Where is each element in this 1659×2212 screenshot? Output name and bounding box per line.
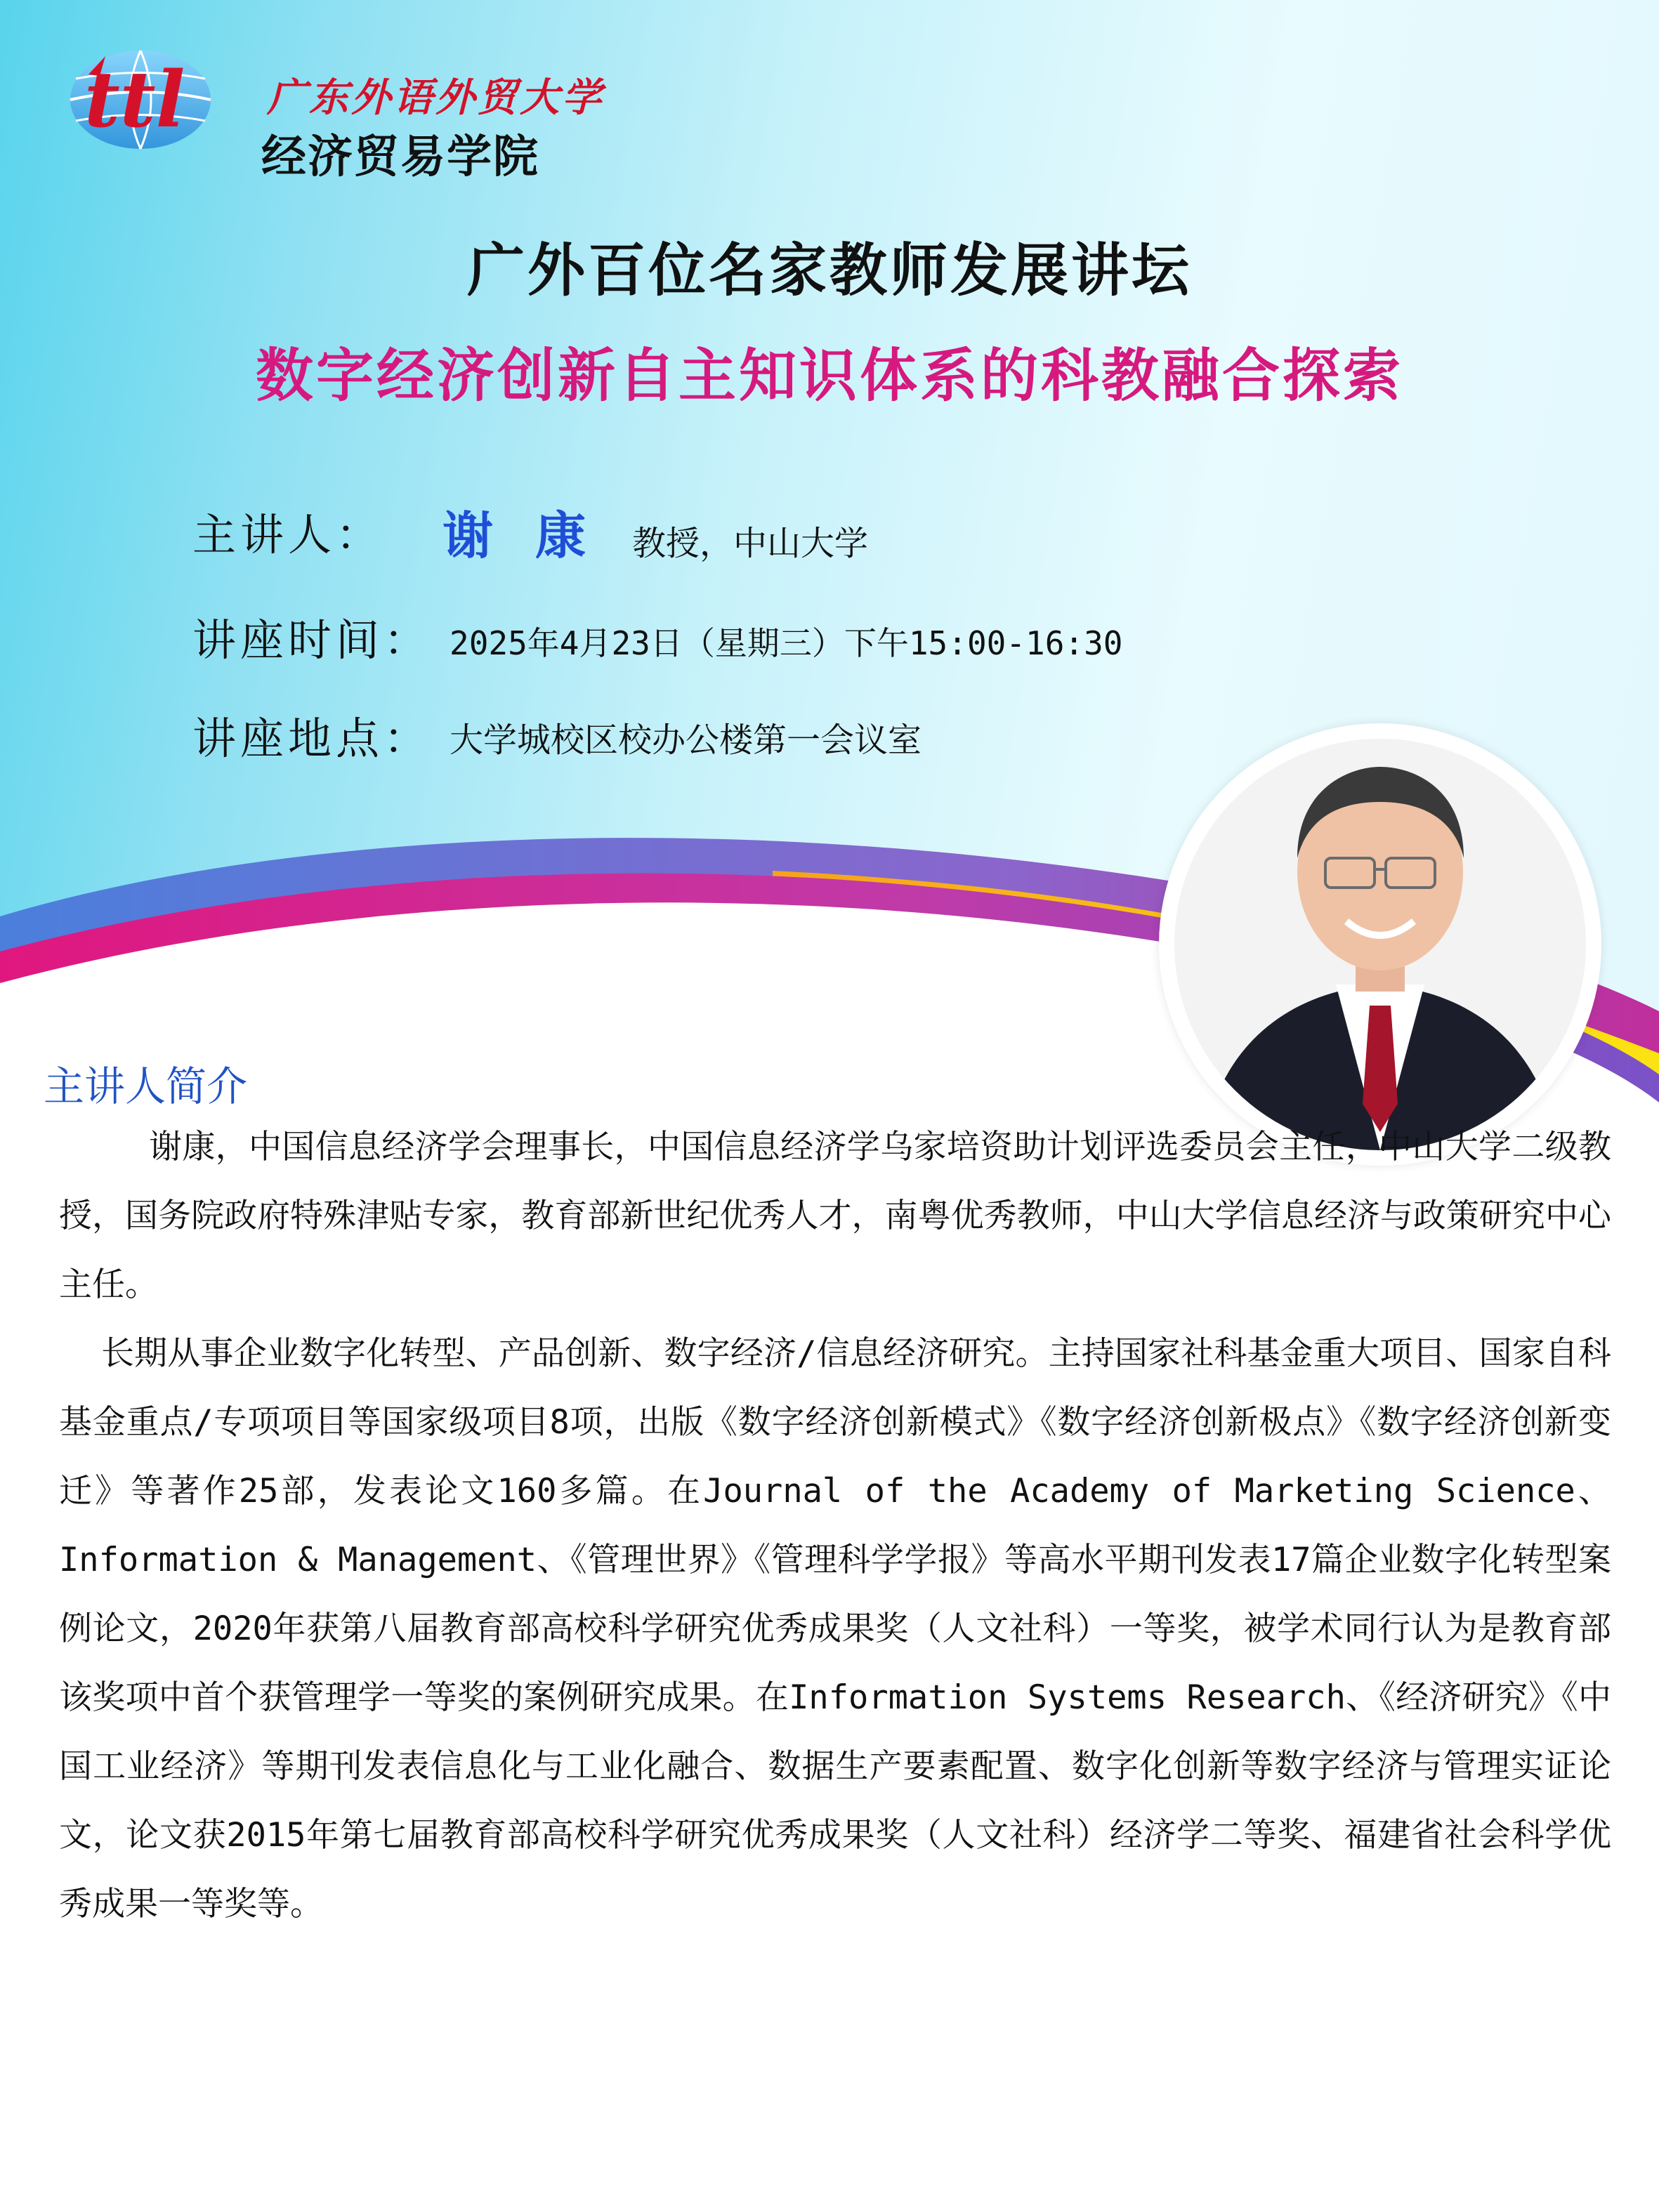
college-name: 经济贸易学院 (261, 131, 539, 183)
time-label: 讲座时间： (192, 614, 432, 666)
bio-paragraph-1: 谢康，中国信息经济学会理事长，中国信息经济学乌家培资助计划评选委员会主任，中山大学二级教授，国务院政府特殊津贴专家，教育部新世纪优秀人才，南粤优秀教师，中山大学信息经济与政策研究中心主任。 (59, 1128, 1611, 1304)
speaker-label: 主讲人： (192, 509, 384, 560)
university-logo (56, 42, 239, 154)
place-label: 讲座地点： (192, 713, 432, 764)
bio-text (59, 1113, 1611, 1939)
lecture-title: 数字经济创新自主知识体系的科教融合探索 (255, 343, 1403, 409)
bio-paragraph-2: 长期从事企业数字化转型、产品创新、数字经济/信息经济研究。主持国家社科基金重大项目、国家自科基金重点/专项项目等国家级项目8项，出版《数字经济创新模式》《数字经济创新极点》《数字经济创新变迁》等著作25部，发表论文160多篇。在Journal of the Academy of Marketing Science、Information & Management、《管理世界》《管理科学学报》等高水平期刊发表17篇企业数字化转型案例论文，2020年获第八届教育部高校科学研究优秀成果奖（人文社科）一等奖，被学术同行认为是教育部该奖项中首个获管理学一等奖的案例研究成果。在Information Systems Research、《经济研究》《中国工业经济》等期刊发表信息化与工业化融合、数据生产要素配置、数字化创新等数字经济与管理实证论文，论文获2015年第七届教育部高校科学研究优秀成果奖（人文社科）经济学二等奖、福建省社会科学优秀成果一等奖等。 (59, 1334, 1611, 1923)
speaker-title: 教授，中山大学 (632, 524, 869, 563)
forum-title: 广外百位名家教师发展讲坛 (466, 237, 1192, 304)
time-value: 2025年4月23日（星期三）下午15:00-16:30 (450, 624, 1123, 662)
svg-text:ttl: ttl (84, 54, 185, 145)
university-name: 广东外语外贸大学 (267, 74, 604, 121)
place-value: 大学城校区校办公楼第一会议室 (450, 720, 922, 760)
speaker-portrait (1174, 739, 1586, 1150)
speaker-name: 谢康 (442, 506, 629, 565)
bio-heading: 主讲人简介 (44, 1062, 248, 1110)
